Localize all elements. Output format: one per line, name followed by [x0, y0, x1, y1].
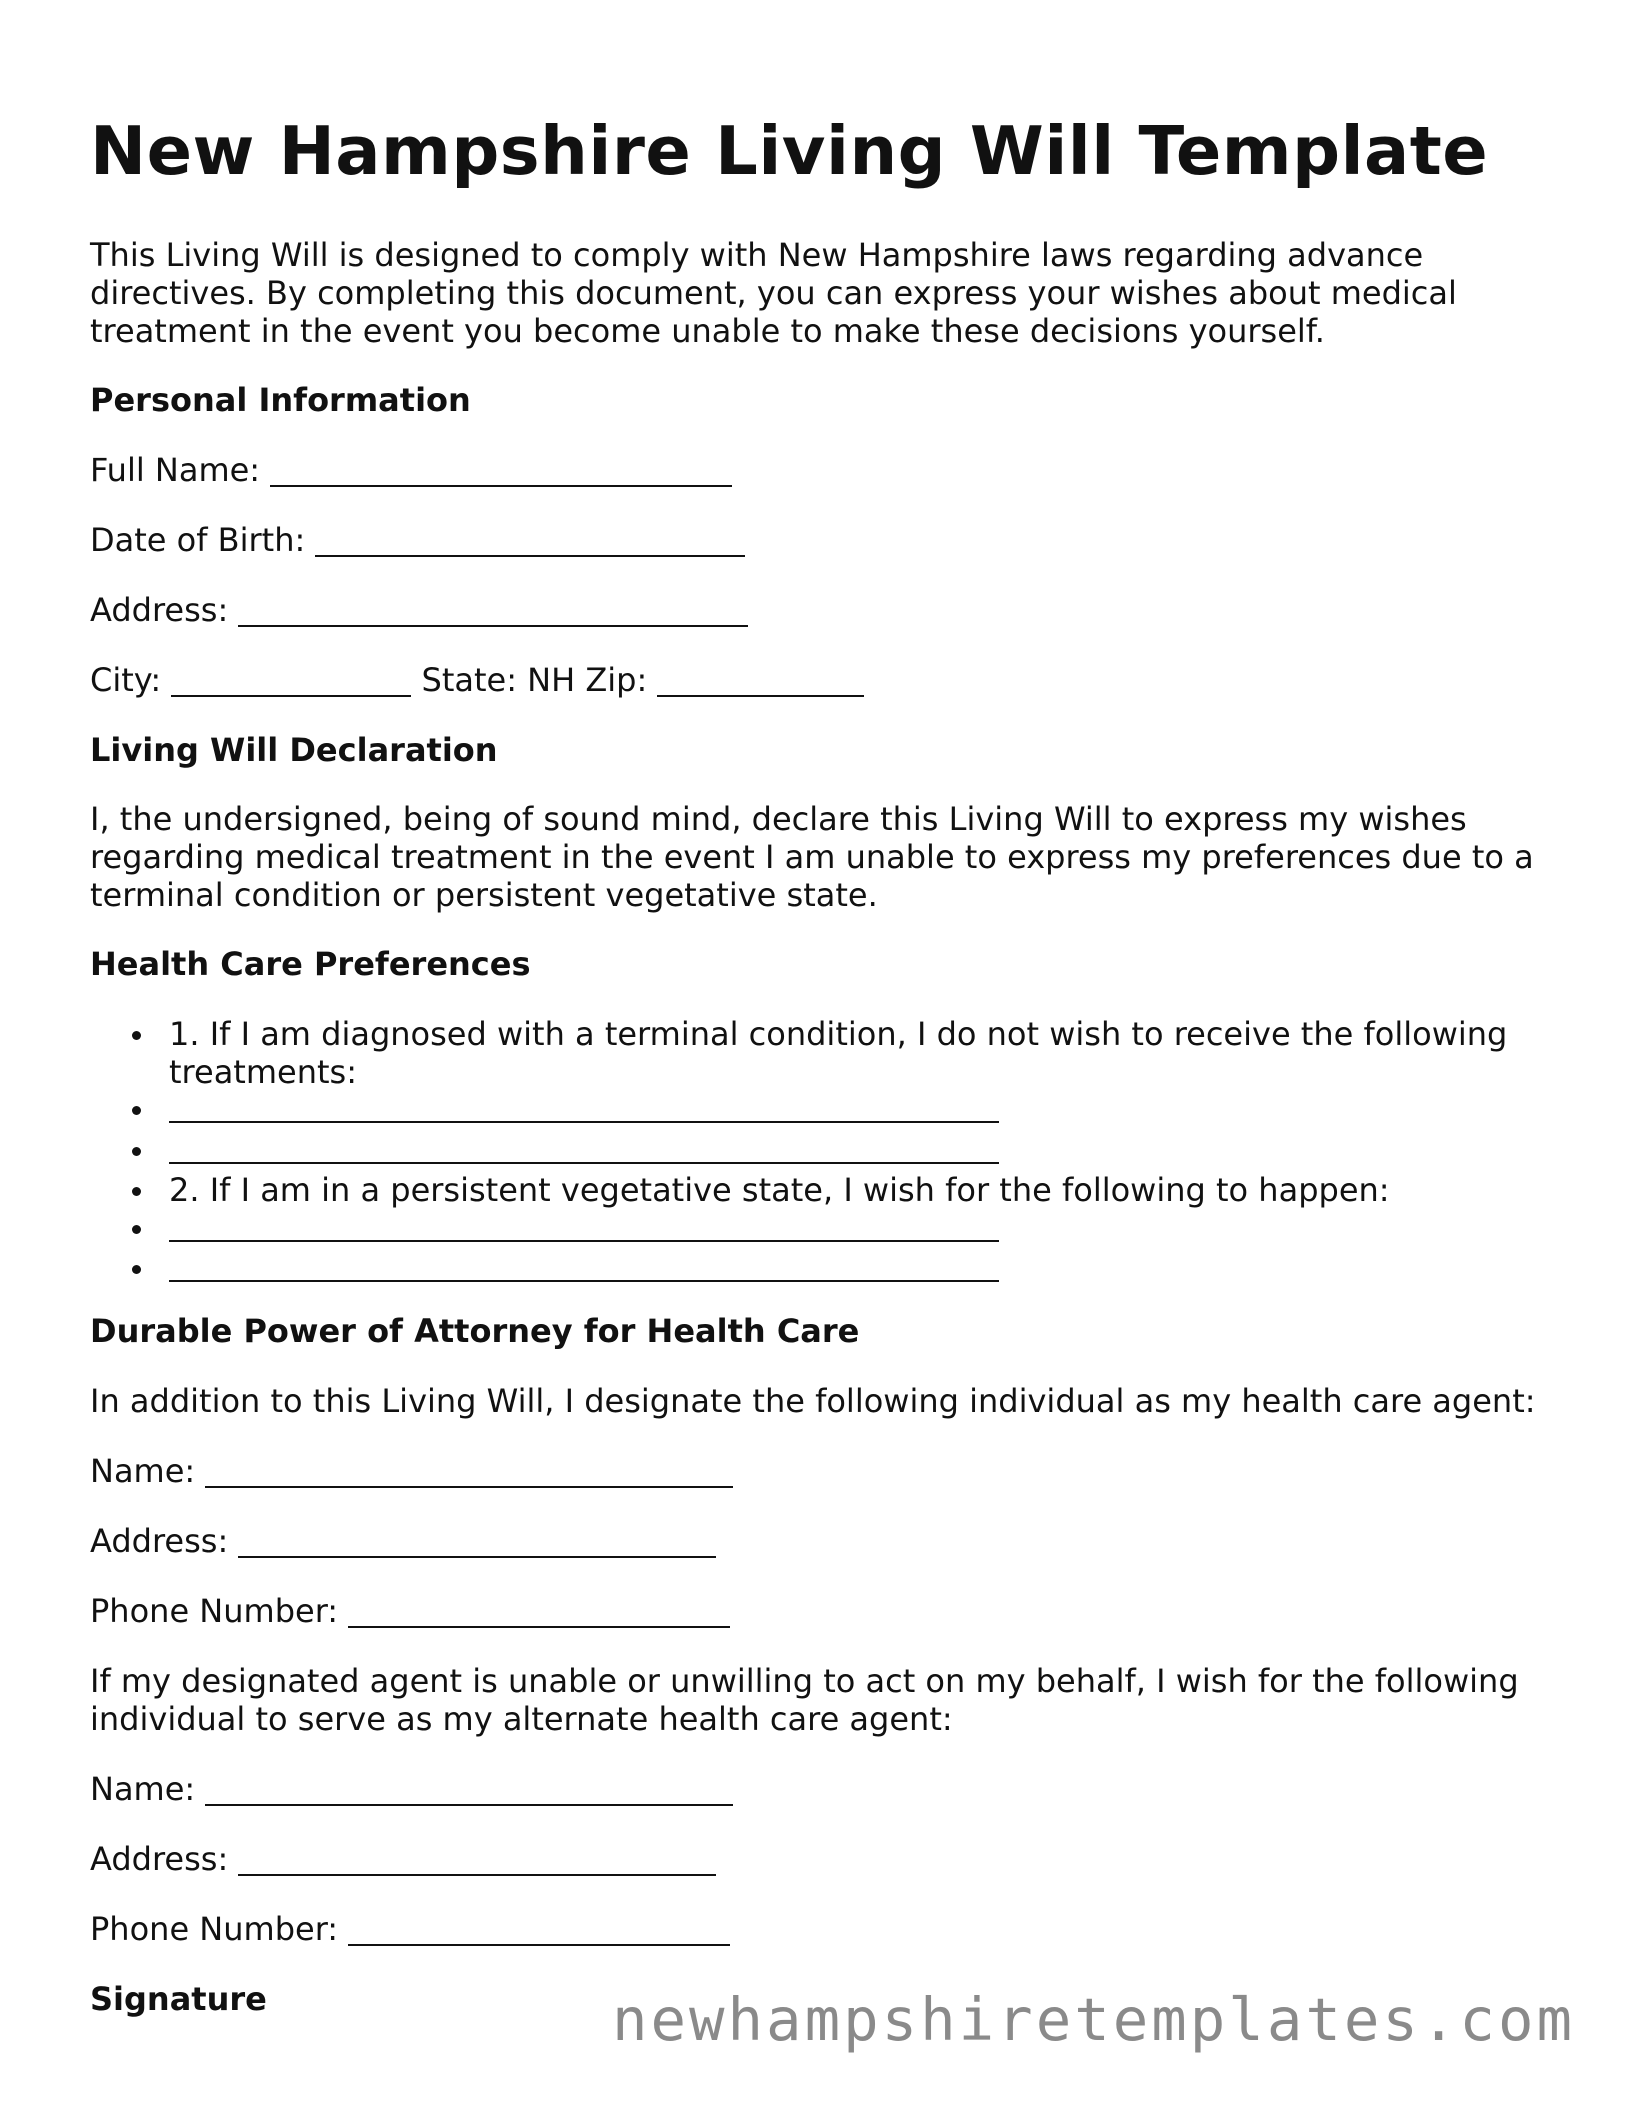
preference-item-2: 2. If I am in a persistent vegetative state, I wish for the following to happen:: [169, 1171, 1390, 1209]
agent-phone-field[interactable]: [90, 1592, 730, 1630]
power-of-attorney-heading: Durable Power of Attorney for Health Care: [90, 1312, 860, 1350]
list-item: [90, 1250, 1560, 1291]
agent-address-blank[interactable]: [238, 1526, 716, 1558]
city-blank[interactable]: [171, 665, 411, 697]
agent-name-blank[interactable]: [205, 1456, 733, 1488]
agent-address-field[interactable]: [90, 1522, 716, 1560]
poa-intro: In addition to this Living Will, I designate the following individual as my health care agent:: [90, 1382, 1536, 1420]
full-name-label: Full Name:: [90, 451, 261, 489]
zip-blank[interactable]: [657, 665, 864, 697]
treatment-blank-2[interactable]: [169, 1132, 999, 1164]
treatment-blank-1[interactable]: [169, 1091, 999, 1123]
date-of-birth-blank[interactable]: [315, 525, 745, 557]
preferences-list: [90, 1016, 1560, 1291]
alternate-address-blank[interactable]: [238, 1844, 716, 1876]
alternate-name-blank[interactable]: [205, 1774, 733, 1806]
alternate-address-label: Address:: [90, 1840, 229, 1878]
alternate-phone-blank[interactable]: [348, 1914, 730, 1946]
page-title: New Hampshire Living Will Template: [90, 112, 1489, 190]
list-item: [90, 1091, 1560, 1132]
alternate-agent-intro: If my designated agent is unable or unwilling to act on my behalf, I wish for the following individual to serve as my alternate health care agent:: [90, 1662, 1519, 1738]
declaration-paragraph: I, the undersigned, being of sound mind, declare this Living Will to express my wishes regarding medical treatment in the event I am unable to express my preferences due to a terminal condition or persistent vegetative state.: [90, 800, 1534, 914]
agent-address-label: Address:: [90, 1522, 229, 1560]
vegetative-blank-2[interactable]: [169, 1250, 999, 1282]
list-item: [90, 1132, 1560, 1173]
agent-phone-blank[interactable]: [348, 1596, 730, 1628]
list-item: [90, 1210, 1560, 1251]
alternate-name-label: Name:: [90, 1770, 196, 1808]
agent-phone-label: Phone Number:: [90, 1592, 339, 1630]
address-field[interactable]: [90, 591, 748, 629]
personal-information-heading: Personal Information: [90, 381, 471, 419]
full-name-blank[interactable]: [270, 455, 732, 487]
living-will-declaration-heading: Living Will Declaration: [90, 731, 498, 769]
agent-name-label: Name:: [90, 1452, 196, 1490]
list-item: [90, 1016, 1560, 1091]
intro-paragraph: This Living Will is designed to comply with New Hampshire laws regarding advance directives. By completing this document, you can express your wishes about medical treatment in the event you become unable to make these decisions yourself.: [90, 236, 1457, 350]
full-name-field[interactable]: [90, 451, 732, 489]
preference-item-1: 1. If I am diagnosed with a terminal condition, I do not wish to receive the following treatments:: [169, 1015, 1508, 1091]
address-blank[interactable]: [238, 595, 748, 627]
city-label: City:: [90, 661, 162, 699]
zip-label: Zip:: [585, 661, 648, 699]
alternate-phone-label: Phone Number:: [90, 1910, 339, 1948]
date-of-birth-label: Date of Birth:: [90, 521, 306, 559]
vegetative-blank-1[interactable]: [169, 1210, 999, 1242]
state-label: State: NH: [421, 661, 576, 699]
health-care-preferences-heading: Health Care Preferences: [90, 945, 531, 983]
agent-name-field[interactable]: [90, 1452, 733, 1490]
list-item: [90, 1172, 1560, 1210]
address-label: Address:: [90, 591, 229, 629]
date-of-birth-field[interactable]: [90, 521, 745, 559]
alternate-phone-field[interactable]: [90, 1910, 730, 1948]
city-state-zip-line: [90, 661, 864, 699]
alternate-name-field[interactable]: [90, 1770, 733, 1808]
signature-heading: Signature: [90, 1980, 267, 2018]
alternate-address-field[interactable]: [90, 1840, 716, 1878]
watermark: newhampshiretemplates.com: [611, 1985, 1575, 2054]
